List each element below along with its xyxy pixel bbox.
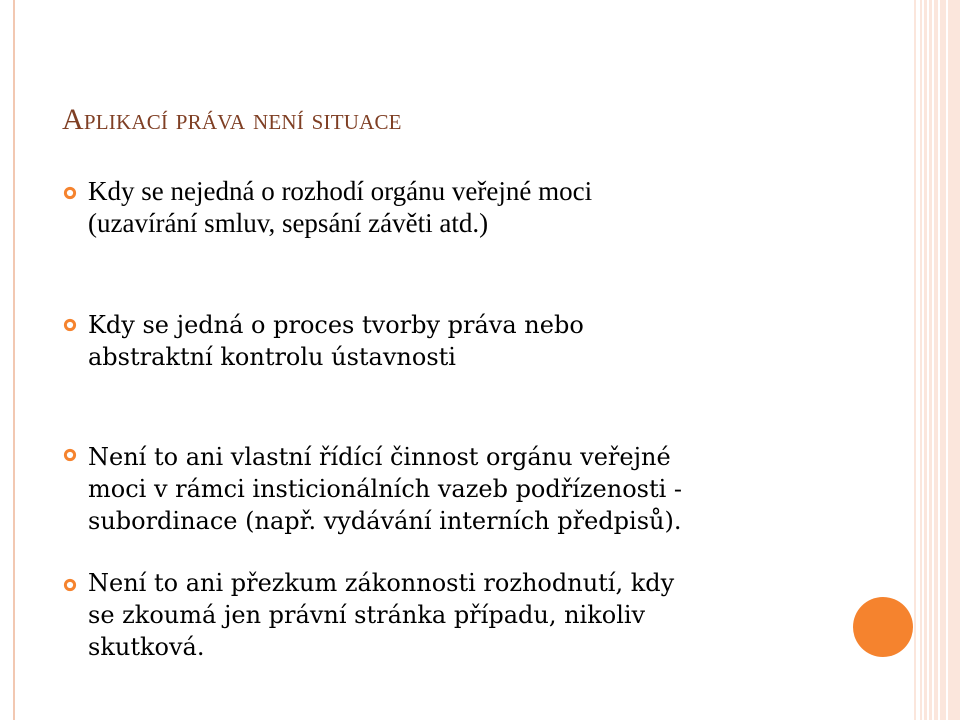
bullet-text: Kdy se nejedná o rozhodí orgánu veřejné moci (uzavírání smluv, sepsání závěti atd.) [88, 176, 593, 238]
decorative-orange-circle [853, 597, 913, 657]
hollow-circle-bullet-icon [63, 578, 77, 592]
left-decorative-line [13, 0, 15, 720]
stripe [914, 0, 916, 720]
bullet-text: Není to ani přezkum zákonnosti rozhodnutí, kdy se zkoumá jen právní stránka případu, nikoliv skutková. [88, 569, 675, 661]
stripe [940, 0, 946, 720]
hollow-circle-bullet-icon [63, 318, 77, 332]
right-decorative-stripes [910, 0, 960, 720]
stripe [948, 0, 960, 720]
bullet-text: Kdy se jedná o proces tvorby práva nebo abstraktní kontrolu ústavnosti [88, 311, 584, 371]
bullet-text: Není to ani vlastní řídící činnost orgánu veřejné moci v rámci insticionálních vazeb podřízenosti - subordinace (např. vydávání interních předpisů). [88, 443, 683, 535]
stripe [920, 0, 922, 720]
stripe [934, 0, 938, 720]
hollow-circle-bullet-icon [63, 186, 77, 200]
stripe [924, 0, 927, 720]
slide-title: Aplikací práva není situace [62, 103, 402, 136]
stripe [929, 0, 932, 720]
hollow-circle-bullet-icon [63, 448, 77, 462]
